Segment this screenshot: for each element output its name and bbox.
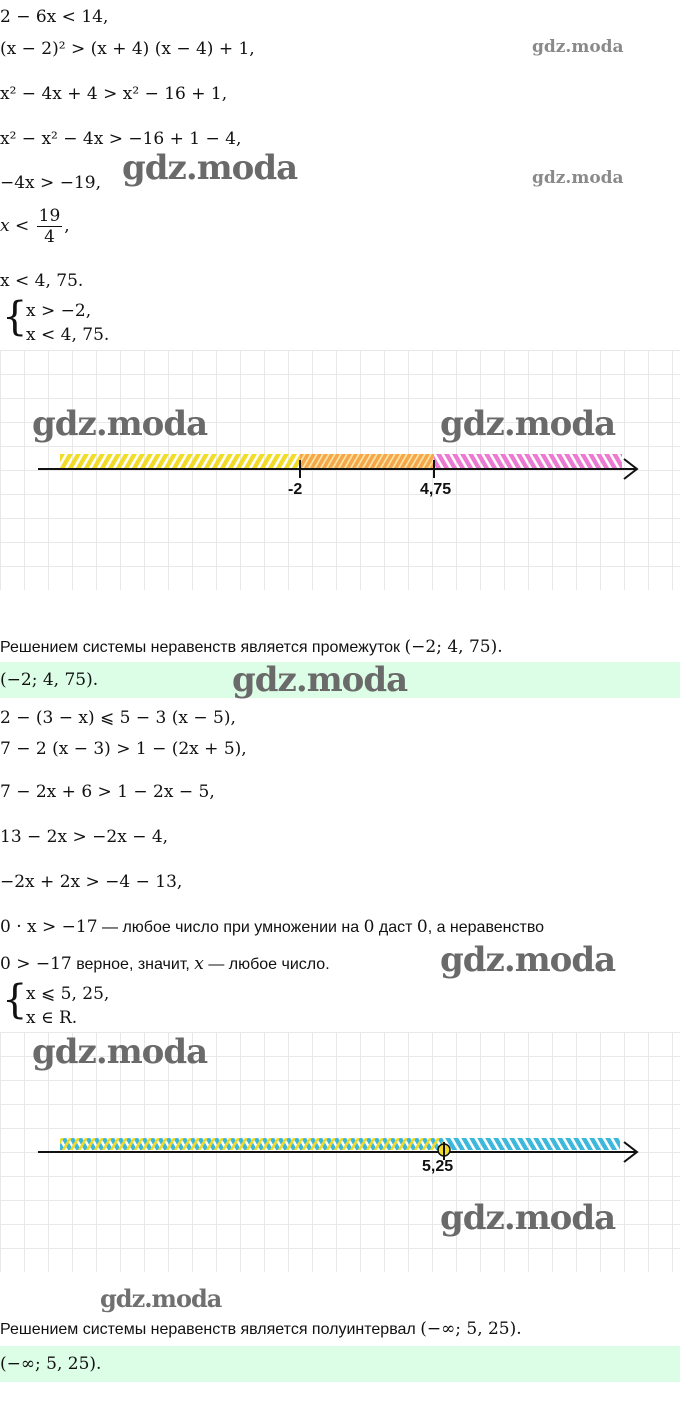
shading-x-less-4-75 — [60, 454, 300, 468]
equation-line: 7 − 2 (x − 3) > 1 − (2x + 5), — [0, 739, 247, 759]
equation-line-fraction: x < $\frac{19}{4}$ , — [0, 206, 70, 247]
watermark: gdz.moda — [122, 148, 298, 188]
watermark: gdz.moda — [32, 1032, 208, 1072]
watermark: gdz.moda — [532, 168, 624, 188]
system-line: x > −2, — [26, 301, 92, 321]
answer-box — [0, 1346, 680, 1382]
system-line: x ⩽ 5, 25, — [26, 984, 110, 1004]
system-line: x ∈ R. — [26, 1008, 78, 1028]
system-line: x < 4, 75. — [26, 325, 110, 345]
equation-line: 2 − 6x < 14, — [0, 7, 109, 27]
number-line-grid — [0, 350, 680, 590]
answer-value: (−2; 4, 75). — [0, 670, 99, 690]
answer-box — [0, 662, 680, 698]
explanation-line: 0 > −17 верное, значит, x — любое число. — [0, 954, 330, 974]
conclusion-text: Решением системы неравенств является полуинтервал (−∞; 5, 25). — [0, 1319, 522, 1339]
equation-line: x < 4, 75. — [0, 271, 84, 291]
conclusion-text: Решением системы неравенств является промежуток (−2; 4, 75). — [0, 637, 503, 657]
number-line-grid — [0, 1032, 680, 1272]
system-brace: { — [2, 977, 28, 1023]
equation-line: 7 − 2x + 6 > 1 − 2x − 5, — [0, 782, 215, 802]
equation-line: 2 − (3 − x) ⩽ 5 − 3 (x − 5), — [0, 708, 236, 728]
explanation-line: 0 · x > −17 — любое число при умножении на 0 даст 0, а неравенство — [0, 917, 545, 937]
axis-label-5-25: 5,25 — [422, 1158, 454, 1175]
shading-x-greater-minus-2 — [434, 454, 622, 468]
shading-intersection-hatch — [300, 454, 434, 468]
watermark: gdz.moda — [532, 37, 624, 57]
system-brace: { — [2, 294, 28, 340]
equation-line: x² − x² − 4x > −16 + 1 − 4, — [0, 129, 242, 149]
equation-line: x² − 4x + 4 > x² − 16 + 1, — [0, 84, 228, 104]
axis-label-minus-2: -2 — [288, 481, 303, 498]
shading-x-le-5-25 — [60, 1138, 444, 1150]
equation-line: (x − 2)² > (x + 4) (x − 4) + 1, — [0, 39, 255, 59]
watermark: gdz.moda — [440, 1198, 616, 1238]
equation-line: 13 − 2x > −2x − 4, — [0, 827, 169, 847]
number-line-1 — [0, 350, 680, 590]
equation-line: −2x + 2x > −4 − 13, — [0, 872, 183, 892]
watermark: gdz.moda — [440, 404, 616, 444]
watermark: gdz.moda — [100, 1284, 222, 1313]
equation-line: −4x > −19, — [0, 173, 101, 193]
fraction: $\frac{19}{4}$ — [38, 206, 61, 247]
watermark: gdz.moda — [232, 660, 408, 700]
answer-value: (−∞; 5, 25). — [0, 1354, 102, 1374]
watermark: gdz.moda — [32, 404, 208, 444]
watermark: gdz.moda — [440, 940, 616, 980]
axis-label-4-75: 4,75 — [420, 481, 452, 498]
